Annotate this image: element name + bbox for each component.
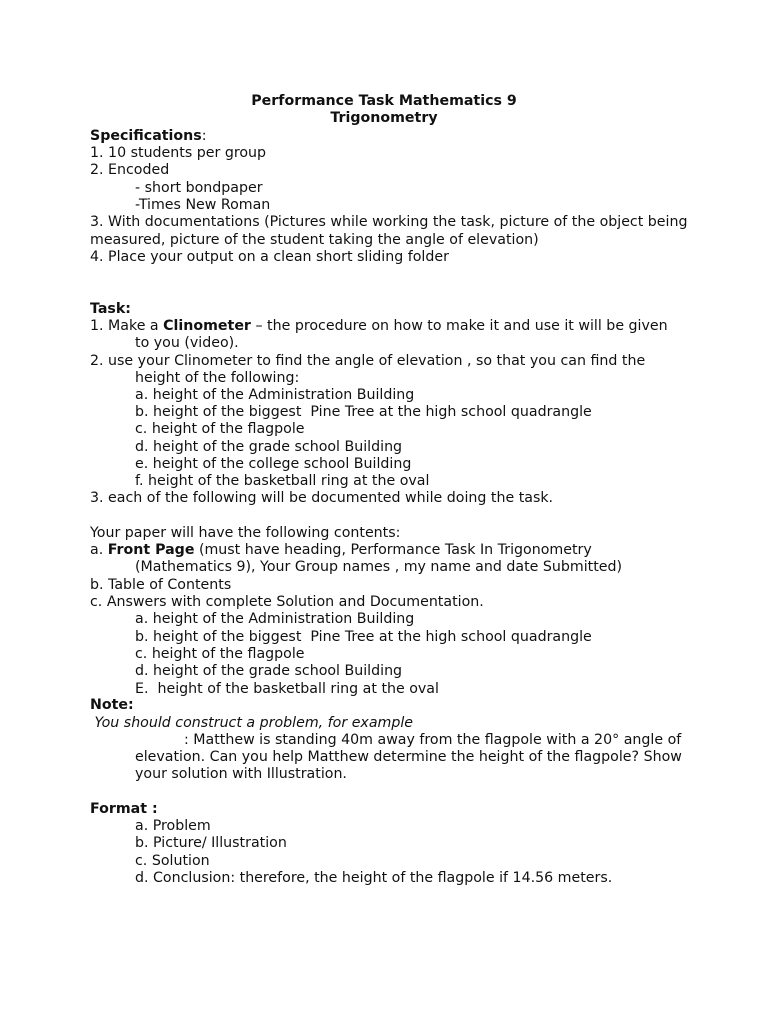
- spec-item-2a: - short bondpaper: [135, 180, 263, 196]
- contents-item-b: b. Table of Contents: [90, 577, 232, 593]
- specifications-colon: :: [201, 128, 207, 144]
- contents-item-c: c. Answers with complete Solution and Documentation.: [90, 594, 484, 610]
- spec-item-4: 4. Place your output on a clean short sliding folder: [90, 249, 449, 265]
- list-item: c. Solution: [135, 853, 210, 869]
- list-item: e. height of the college school Building: [135, 456, 412, 472]
- list-item: d. height of the grade school Building: [135, 663, 403, 679]
- task-item-1-text: – the procedure on how to make it and use it will be given: [250, 318, 668, 334]
- specifications-label: Specifications: [90, 128, 202, 144]
- spec-item-2b: -Times New Roman: [135, 197, 271, 213]
- document-subtitle: Trigonometry: [330, 110, 438, 126]
- task-item-1: [90, 318, 668, 335]
- spec-item-3-line2: measured, picture of the student taking the angle of elevation): [90, 232, 539, 248]
- contents-item-a: [90, 542, 592, 559]
- contents-item-a-cont: (Mathematics 9), Your Group names , my name and date Submitted): [135, 559, 623, 575]
- list-item: c. height of the flagpole: [135, 646, 305, 662]
- contents-item-a-prefix: a.: [90, 542, 108, 558]
- example-line-2: elevation. Can you help Matthew determine the height of the flagpole? Show: [135, 749, 682, 765]
- document-title: Performance Task Mathematics 9: [251, 93, 517, 109]
- list-item: b. height of the biggest Pine Tree at the high school quadrangle: [135, 629, 592, 645]
- contents-item-a-text: (must have heading, Performance Task In Trigonometry: [194, 542, 592, 558]
- specifications-heading: [90, 128, 207, 145]
- task-item-2-line1: 2. use your Clinometer to find the angle of elevation , so that you can find the: [90, 353, 646, 369]
- example-line-1: : Matthew is standing 40m away from the flagpole with a 20° angle of: [184, 732, 682, 748]
- contents-intro: Your paper will have the following contents:: [90, 525, 401, 541]
- task-heading: Task:: [90, 301, 131, 317]
- task-item-1-cont: to you (video).: [135, 335, 239, 351]
- list-item: b. height of the biggest Pine Tree at the high school quadrangle: [135, 404, 592, 420]
- note-heading: Note:: [90, 697, 134, 713]
- list-item: d. Conclusion: therefore, the height of the flagpole if 14.56 meters.: [135, 870, 613, 886]
- list-item: a. Problem: [135, 818, 211, 834]
- front-page-term: Front Page: [107, 542, 195, 558]
- list-item: E. height of the basketball ring at the oval: [135, 681, 439, 697]
- list-item: f. height of the basketball ring at the oval: [135, 473, 430, 489]
- list-item: a. height of the Administration Building: [135, 611, 415, 627]
- list-item: b. Picture/ Illustration: [135, 835, 287, 851]
- task-item-1-prefix: 1. Make a: [90, 318, 164, 334]
- task-item-3: 3. each of the following will be documented while doing the task.: [90, 490, 554, 506]
- list-item: c. height of the flagpole: [135, 421, 305, 437]
- example-line-3: your solution with Illustration.: [135, 766, 347, 782]
- task-item-2-line2: height of the following:: [135, 370, 300, 386]
- list-item: a. height of the Administration Building: [135, 387, 415, 403]
- note-text: You should construct a problem, for example: [90, 715, 414, 731]
- list-item: d. height of the grade school Building: [135, 439, 403, 455]
- spec-item-1: 1. 10 students per group: [90, 145, 267, 161]
- clinometer-term: Clinometer: [163, 318, 251, 334]
- format-heading: Format :: [90, 801, 158, 817]
- spec-item-2: 2. Encoded: [90, 162, 170, 178]
- spec-item-3-line1: 3. With documentations (Pictures while working the task, picture of the object being: [90, 214, 688, 230]
